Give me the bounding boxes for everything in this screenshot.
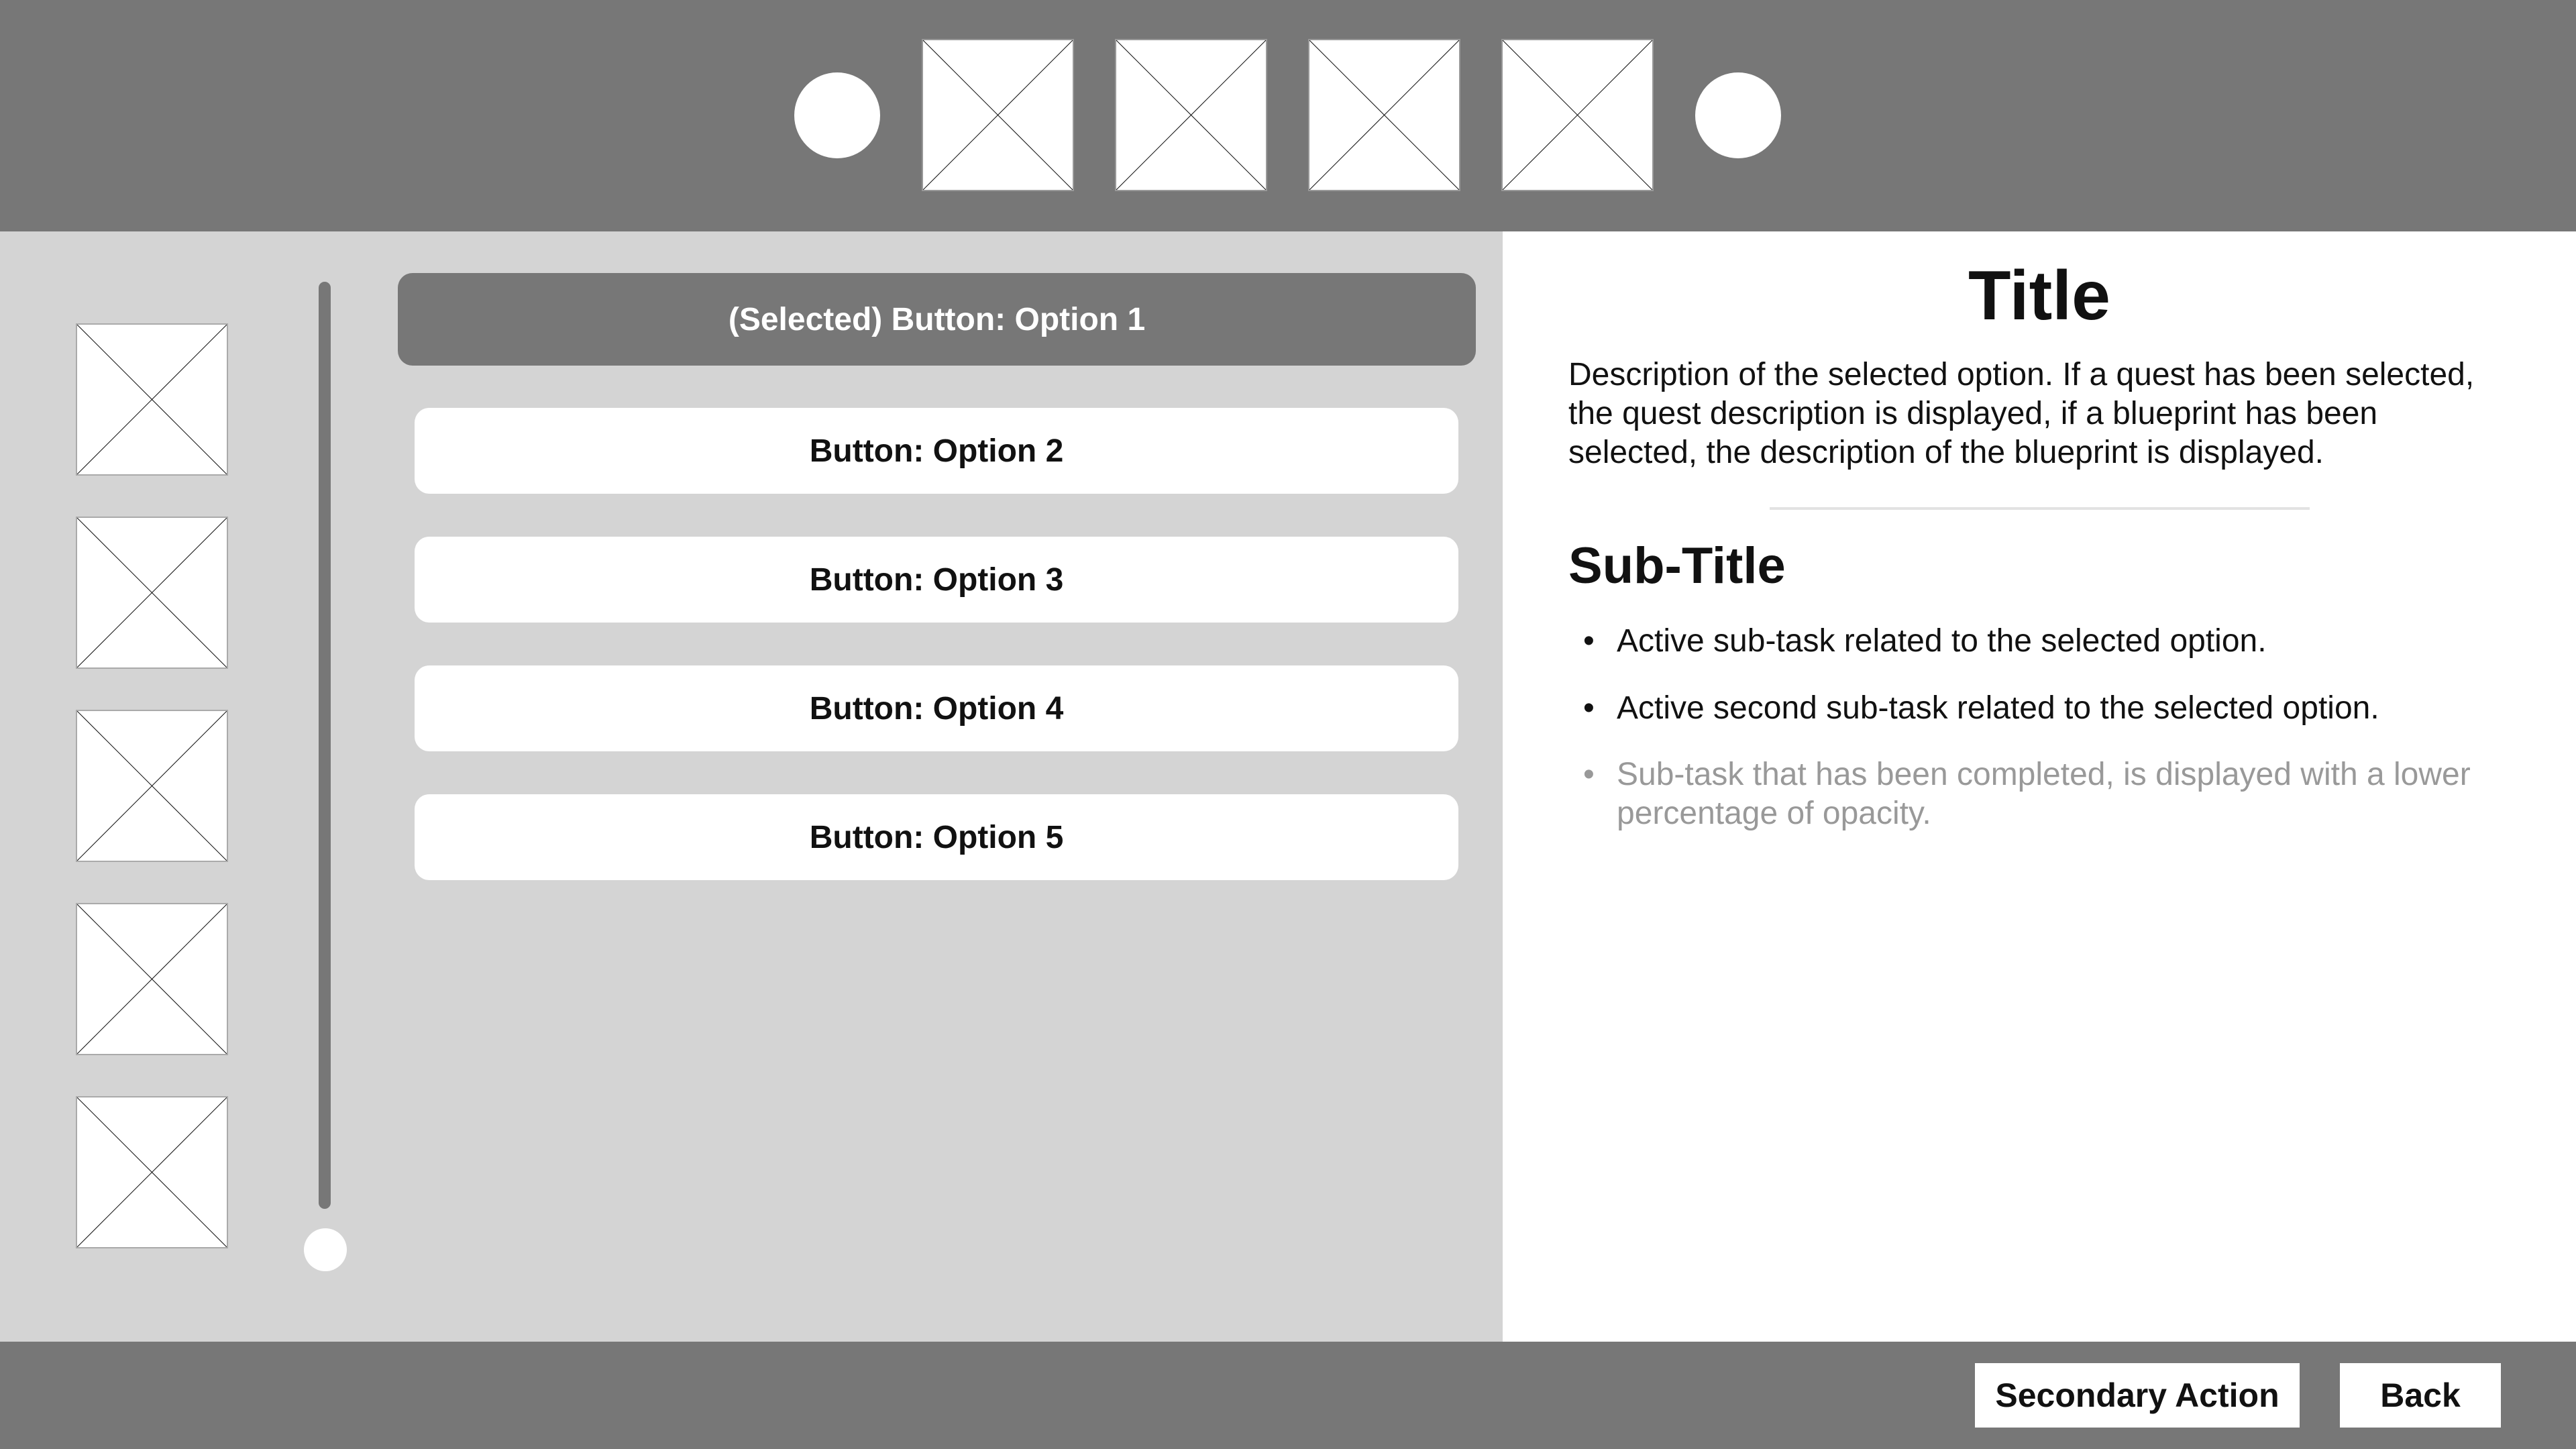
option-button-4[interactable]: Button: Option 4 (415, 665, 1458, 751)
detail-title: Title (1968, 257, 2110, 335)
option-button-5[interactable]: Button: Option 5 (415, 794, 1458, 880)
divider (1770, 507, 2310, 510)
subtask-text: Sub-task that has been completed, is displayed with a lower percentage of opacity. (1617, 757, 2471, 831)
subtask-text: Active second sub-task related to the selected option. (1617, 690, 2379, 726)
category-3[interactable] (76, 710, 228, 862)
image-placeholder-icon (77, 711, 227, 861)
category-4[interactable] (76, 903, 228, 1055)
back-button[interactable]: Back (2340, 1363, 2501, 1428)
image-placeholder-icon (77, 1097, 227, 1247)
top-bar (0, 0, 2576, 231)
image-placeholder-icon (1309, 40, 1459, 190)
image-placeholder-icon (77, 518, 227, 667)
option-button-3[interactable]: Button: Option 3 (415, 537, 1458, 623)
image-placeholder-icon (1116, 40, 1266, 190)
bullet-icon: • (1583, 623, 1595, 659)
secondary-action-button[interactable]: Secondary Action (1975, 1363, 2300, 1428)
image-placeholder-icon (77, 325, 227, 474)
subtask-item-1 (1583, 622, 2516, 661)
tab-4[interactable] (1501, 39, 1654, 191)
circle-icon[interactable] (794, 72, 880, 158)
category-2[interactable] (76, 517, 228, 669)
bullet-icon: • (1583, 690, 1595, 726)
detail-description: Description of the selected option. If a quest has been selected, the quest description is displayed, if a blueprint has been selected, the description of the blueprint is displayed. (1568, 357, 2475, 470)
option-button-2[interactable]: Button: Option 2 (415, 408, 1458, 494)
subtask-text: Active sub-task related to the selected option. (1617, 623, 2267, 659)
scrollbar-track[interactable] (319, 282, 331, 1209)
detail-subtitle: Sub-Title (1568, 537, 1786, 594)
scrollbar-thumb[interactable] (304, 1228, 347, 1271)
tab-3[interactable] (1308, 39, 1460, 191)
tab-1[interactable] (922, 39, 1074, 191)
subtask-item-2 (1583, 689, 2516, 728)
option-button-1[interactable]: (Selected) Button: Option 1 (398, 273, 1476, 366)
image-placeholder-icon (923, 40, 1073, 190)
circle-icon[interactable] (1695, 72, 1781, 158)
image-placeholder-icon (77, 904, 227, 1054)
category-1[interactable] (76, 323, 228, 476)
tab-2[interactable] (1115, 39, 1267, 191)
category-5[interactable] (76, 1096, 228, 1248)
bullet-icon: • (1583, 757, 1595, 792)
image-placeholder-icon (1503, 40, 1652, 190)
subtask-item-completed (1583, 755, 2516, 833)
